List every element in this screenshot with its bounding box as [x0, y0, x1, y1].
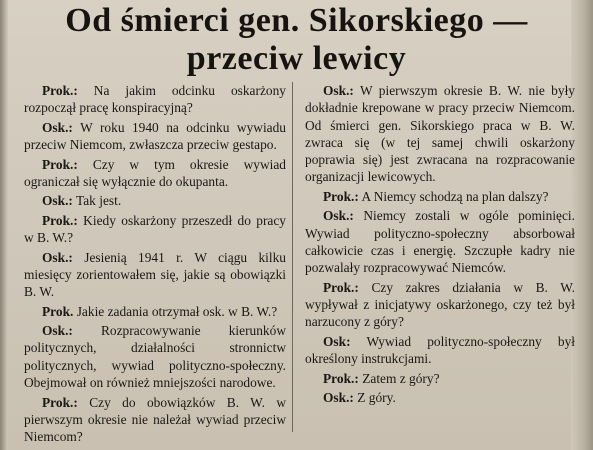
- speaker-label: Prok.:: [323, 279, 359, 295]
- dialogue-paragraph: [305, 333, 575, 368]
- paragraph-text: A Niemcy schodzą na plan dalszy?: [358, 188, 549, 204]
- speaker-label: Osk.:: [42, 119, 73, 135]
- speaker-label: Prok.:: [42, 212, 78, 228]
- paragraph-text: Czy zakres działania w B. W. wypływał z inicjatywy oskarżonego, czy też był narzucony z góry?: [305, 279, 575, 330]
- dialogue-paragraph: [24, 212, 286, 247]
- dialogue-paragraph: [24, 303, 286, 320]
- speaker-label: Osk.:: [42, 193, 73, 209]
- dialogue-paragraph: [24, 249, 286, 301]
- speaker-label: Prok.:: [323, 188, 359, 204]
- speaker-label: Osk.:: [42, 323, 73, 339]
- dialogue-paragraph: [24, 156, 286, 191]
- dialogue-paragraph: [305, 370, 575, 387]
- headline-line-1: Od śmierci gen. Sikorskiego —: [65, 2, 528, 39]
- paragraph-text: W roku 1940 na odcinku wywiadu przeciw Niemcom, zwłaszcza przeciw gestapo.: [24, 119, 286, 153]
- dialogue-paragraph: [24, 82, 286, 117]
- paragraph-text: Jakie zadania otrzymał osk. w B. W.?: [73, 303, 278, 319]
- speaker-label: Prok.:: [42, 394, 78, 410]
- paragraph-text: Tak jest.: [72, 193, 122, 209]
- speaker-label: Prok.:: [323, 370, 359, 386]
- dialogue-paragraph: [305, 82, 575, 186]
- article-column-left: [24, 82, 286, 448]
- headline-line-2: przeciw lewicy: [186, 40, 407, 77]
- speaker-label: Prok.: [42, 303, 74, 319]
- paragraph-text: Czy w tym okresie wywiad ograniczał się wyłącznie do okupanta.: [24, 156, 286, 189]
- paragraph-text: Kiedy oskarżony przeszedł do pracy w B. W.?: [24, 212, 286, 246]
- dialogue-paragraph: [24, 119, 286, 154]
- article-column-right: [305, 82, 575, 409]
- speaker-label: Prok.:: [42, 156, 78, 172]
- paragraph-text: Czy do obowiązków B. W. w pierwszym okresie nie należał wywiad przeciw Niemcom?: [24, 394, 286, 445]
- paragraph-text: Zatem z góry?: [358, 370, 440, 386]
- paragraph-text: Na jakim odcinku oskarżony rozpoczął pracę konspiracyjną?: [24, 83, 286, 116]
- column-divider: [292, 82, 293, 432]
- speaker-label: Osk:: [323, 333, 351, 349]
- paragraph-text: Z góry.: [353, 390, 396, 406]
- paragraph-text: Jesienią 1941 r. W ciągu kilku miesięcy zorientowałem się, jakie są obowiązki B. W.: [24, 249, 286, 300]
- speaker-label: Osk.:: [323, 208, 354, 224]
- paragraph-text: W pierwszym okresie B. W. nie były dokładnie krepowane w pracy przeciw Niemcom. Od śmierci gen. Sikorskiego praca w B. W. zwraca się (w tej samej chwili oskarżony poprawia się) jest zwracana na rozpracowanie organizacji lewicowych.: [305, 83, 575, 185]
- speaker-label: Osk.:: [323, 83, 354, 98]
- dialogue-paragraph: [24, 192, 286, 209]
- paragraph-text: Rozpracowywanie kierunków politycznych, działalności stronnictw politycznych, wywiad polityczno-społeczny. Obejmował on również mniejszości narodowe.: [24, 323, 286, 391]
- speaker-label: Osk.:: [323, 390, 354, 406]
- dialogue-paragraph: [305, 188, 575, 205]
- paragraph-text: Niemcy zostali w ogóle pominięci. Wywiad polityczno-społeczny absorbował całkowicie czas i energię. Szczupłe kadry nie pozwalały rozpracowywać Niemców.: [305, 208, 575, 276]
- speaker-label: Prok.:: [42, 83, 78, 98]
- dialogue-paragraph: [305, 389, 575, 406]
- paragraph-text: Wywiad polityczno-społeczny był określony instrukcjami.: [305, 333, 575, 367]
- dialogue-paragraph: [305, 279, 575, 331]
- speaker-label: Osk.:: [42, 249, 73, 265]
- dialogue-paragraph: [24, 322, 286, 391]
- dialogue-paragraph: [305, 207, 575, 276]
- dialogue-paragraph: [24, 394, 286, 446]
